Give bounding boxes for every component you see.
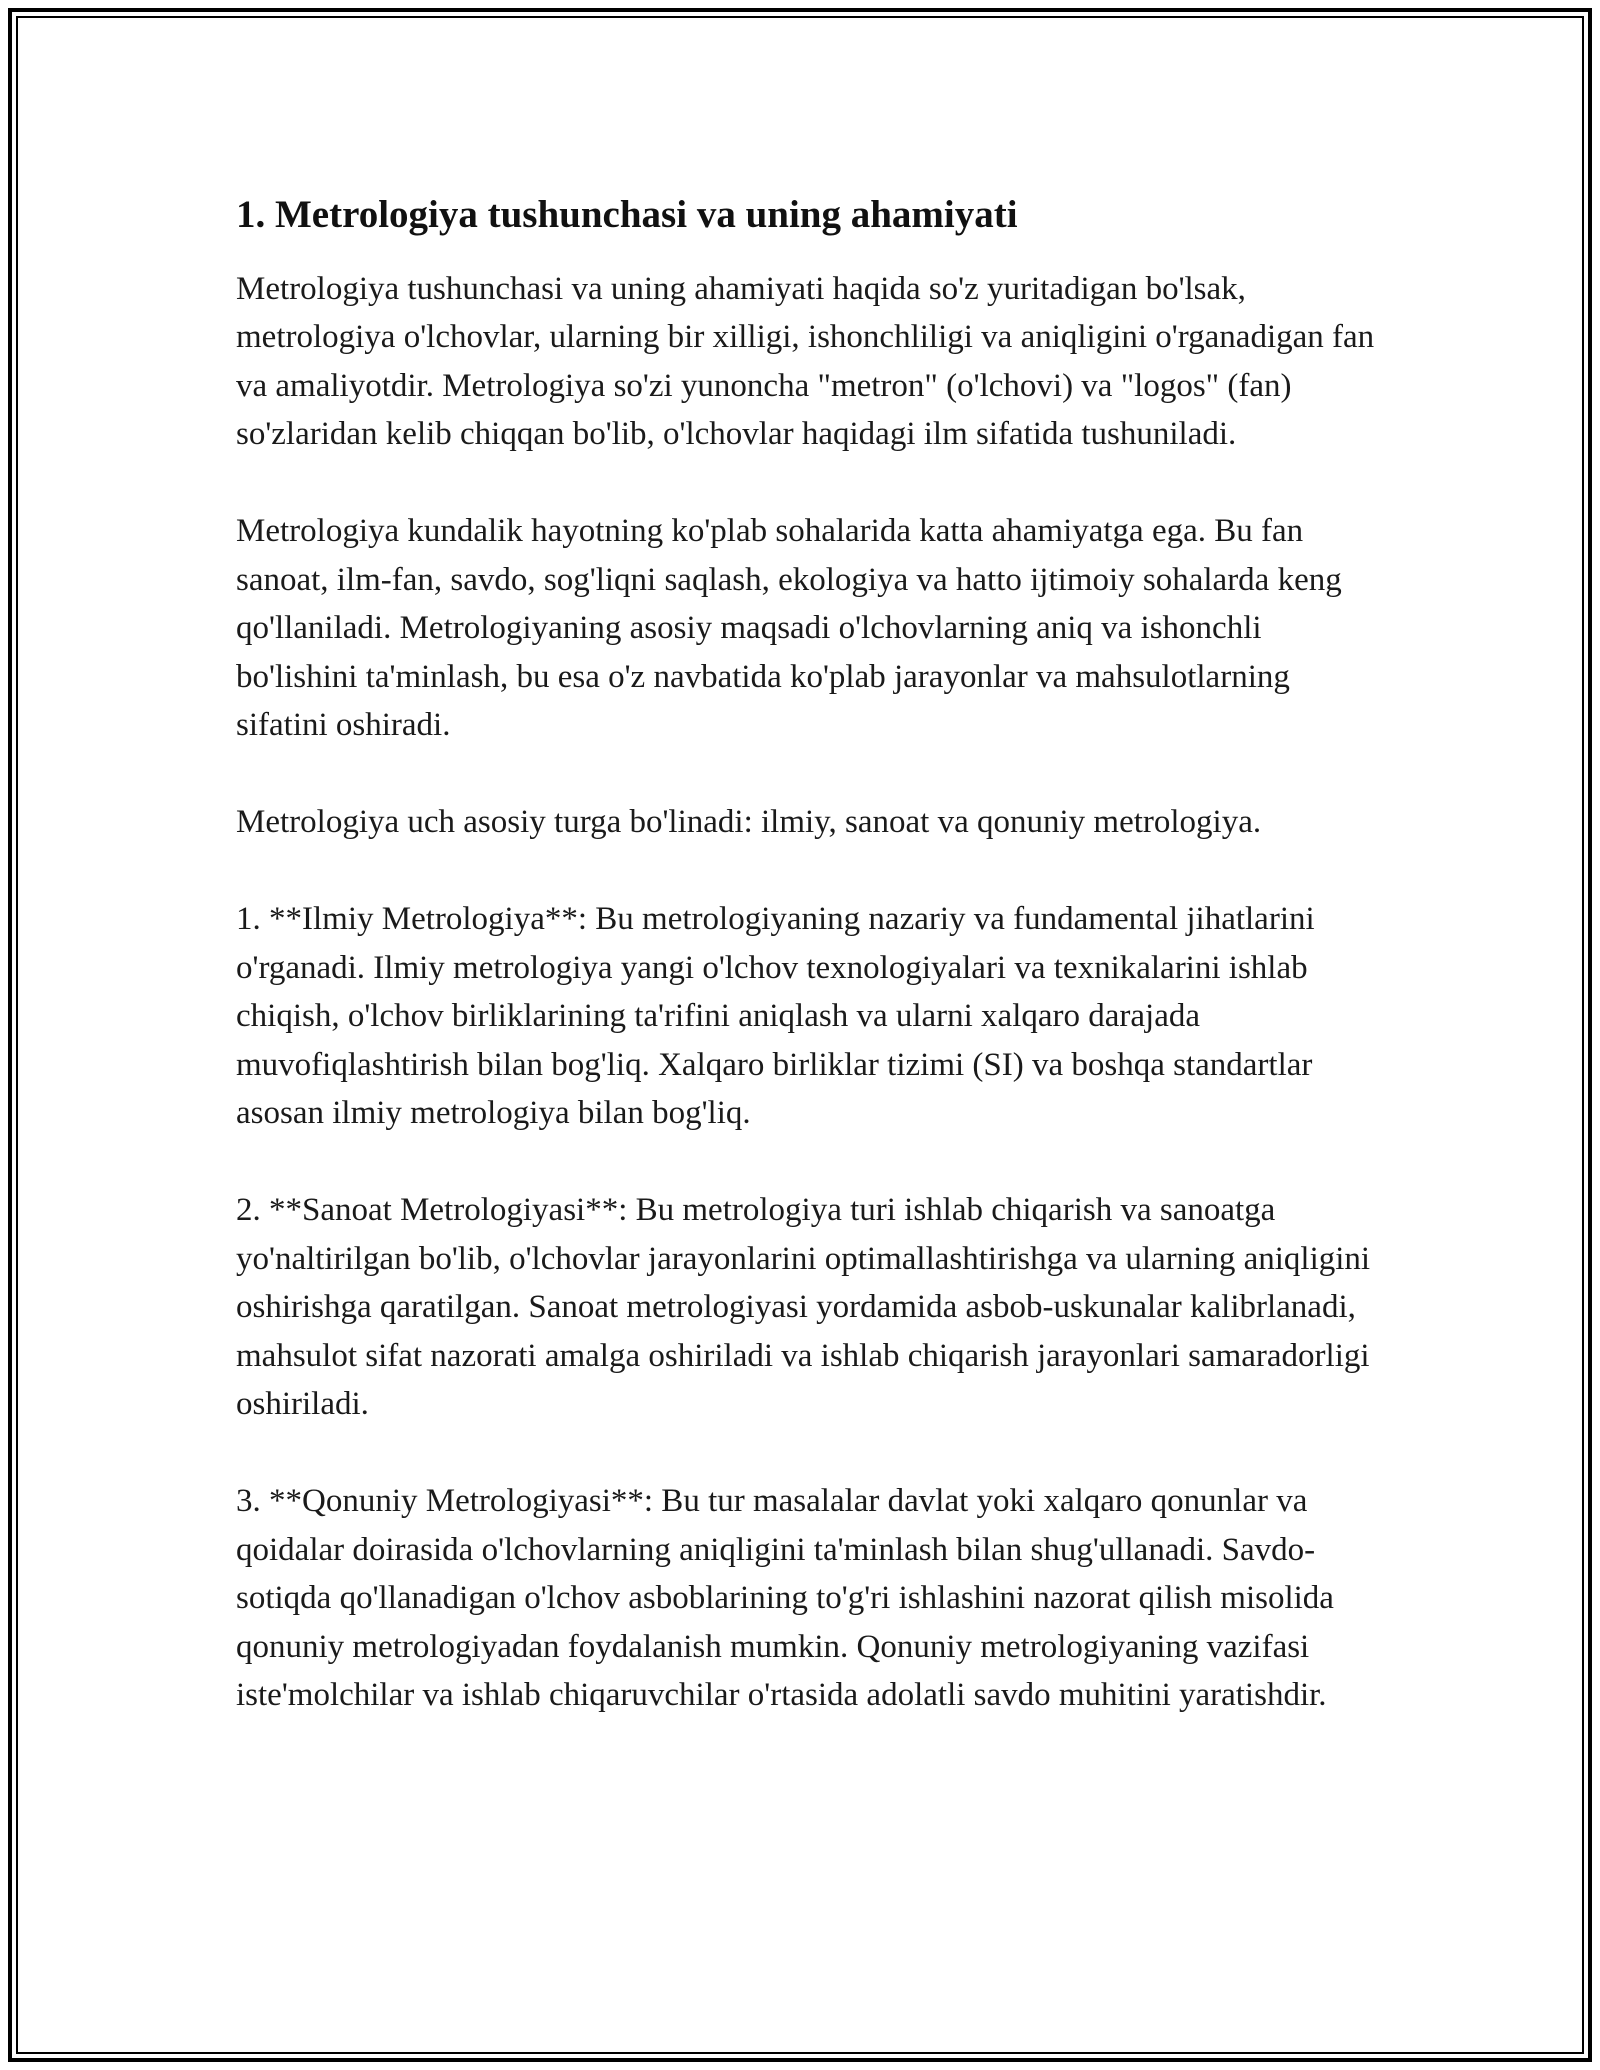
paragraph-legal: 3. **Qonuniy Metrologiyasi**: Bu tur masalalar davlat yoki xalqaro qonunlar va qoidalar doirasida o'lchovlarning aniqligini ta'minlash bilan shug'ullanadi. Savdo-sotiqda qo'llanadigan o'lchov asboblarining to'g'ri ishlashini nazorat qilish misolida qonuniy metrologiyadan foydalanish mumkin. Qonuniy metrologiyaning vazifasi iste'molchilar va ishlab chiqaruvchilar o'rtasida adolatli savdo muhitini yaratishdir. — [236, 1483, 1334, 1714]
paragraph-types: Metrologiya uch asosiy turga bo'linadi: ilmiy, sanoat va qonuniy metrologiya. — [236, 804, 1262, 841]
document-body — [236, 180, 1386, 1768]
paragraph-importance: Metrologiya kundalik hayotning ko'plab sohalarida katta ahamiyatga ega. Bu fan sanoat, ilm-fan, savdo, sog'liqni saqlash, ekologiya va hatto ijtimoiy sohalarda keng qo'llaniladi. Metrologiyaning asosiy maqsadi o'lchovlarning aniq va ishonchli bo'lishini ta'minlash, bu esa o'z navbatida ko'plab jarayonlar va mahsulotlarning sifatini oshiradi. — [236, 513, 1342, 744]
section-heading: 1. Metrologiya tushunchasi va uning ahamiyati — [236, 193, 1018, 236]
paragraph-industrial: 2. **Sanoat Metrologiyasi**: Bu metrologiya turi ishlab chiqarish va sanoatga yo'naltirilgan bo'lib, o'lchovlar jarayonlarini optimallashtirishga va ularning aniqligini oshirishga qaratilgan. Sanoat metrologiyasi yordamida asbob-uskunalar kalibrlanadi, mahsulot sifat nazorati amalga oshiriladi va ishlab chiqarish jarayonlari samaradorligi oshiriladi. — [236, 1192, 1371, 1423]
paragraph-scientific: 1. **Ilmiy Metrologiya**: Bu metrologiyaning nazariy va fundamental jihatlarini o'rganadi. Ilmiy metrologiya yangi o'lchov texnologiyalari va texnikalarini ishlab chiqish, o'lchov birliklarining ta'rifini aniqlash va ularni xalqaro darajada muvofiqlashtirish bilan bog'liq. Xalqaro birliklar tizimi (SI) va boshqa standartlar asosan ilmiy metrologiya bilan bog'liq. — [236, 901, 1315, 1132]
paragraph-intro: Metrologiya tushunchasi va uning ahamiyati haqida so'z yuritadigan bo'lsak, metrologiya o'lchovlar, ularning bir xilligi, ishonchliligi va aniqligini o'rganadigan fan va amaliyotdir. Metrologiya so'zi yunoncha "metron" (o'lchovi) va "logos" (fan) so'zlaridan kelib chiqqan bo'lib, o'lchovlar haqidagi ilm sifatida tushuniladi. — [236, 270, 1375, 453]
